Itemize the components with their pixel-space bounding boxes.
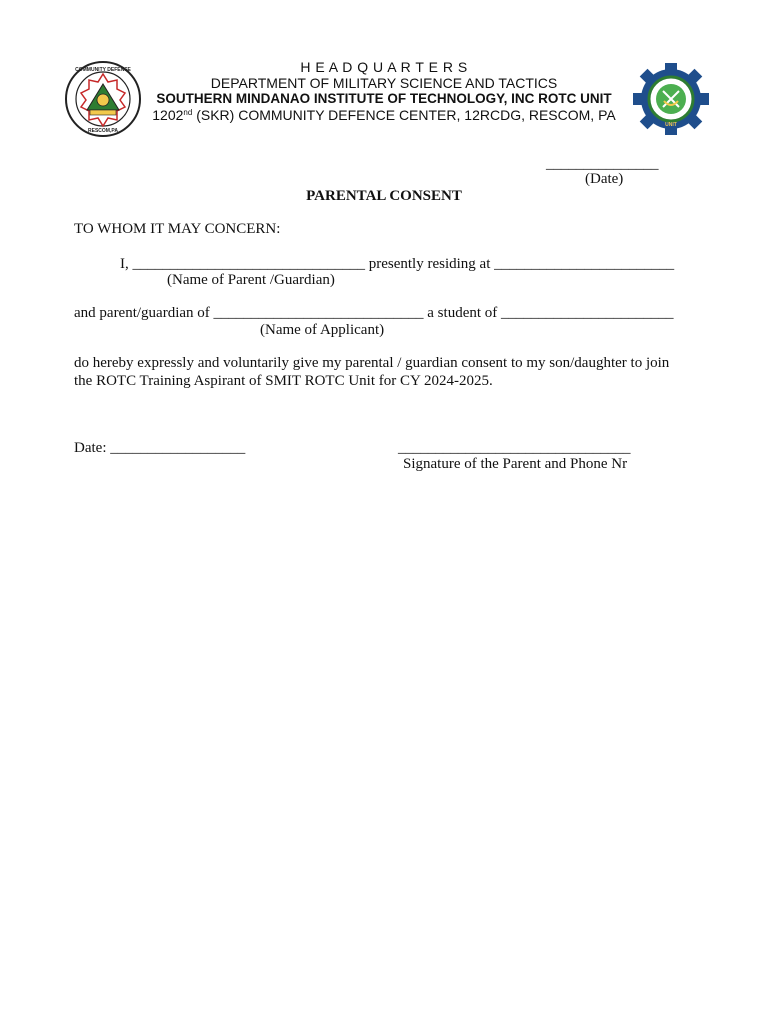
consent-paragraph-line2: the ROTC Training Aspirant of SMIT ROTC Unit for CY 2024-2025.: [74, 373, 493, 389]
svg-text:COMMUNITY DEFENSE: COMMUNITY DEFENSE: [75, 67, 131, 73]
signature-label: Signature of the Parent and Phone Nr: [403, 456, 628, 472]
address-rest: (SKR) COMMUNITY DEFENCE CENTER, 12RCDG, RESCOM, PA: [192, 107, 616, 123]
header-line-department: DEPARTMENT OF MILITARY SCIENCE AND TACTICS: [210, 75, 558, 91]
svg-text:UNIT: UNIT: [665, 122, 677, 128]
date-blank-line: _______________: [546, 156, 659, 172]
address-number: 1202: [152, 107, 184, 123]
signature-line: _______________________________: [398, 440, 631, 456]
parent-name-line: I, _______________________________ presently residing at ________________________: [120, 256, 675, 272]
consent-paragraph-line1: do hereby expressly and voluntarily give my parental / guardian consent to my son/daughter to join: [74, 355, 670, 371]
applicant-name-line: and parent/guardian of ____________________________ a student of _______________________: [74, 305, 674, 321]
date-field: Date: __________________: [74, 440, 246, 456]
parent-name-caption: (Name of Parent /Guardian): [167, 272, 335, 288]
salutation: TO WHOM IT MAY CONCERN:: [74, 221, 281, 237]
header-line-address: [0, 107, 768, 123]
header-line-institute: SOUTHERN MINDANAO INSTITUTE OF TECHNOLOGY, INC ROTC UNIT: [156, 91, 612, 106]
svg-text:RESCOM,PA: RESCOM,PA: [88, 128, 118, 134]
applicant-name-caption: (Name of Applicant): [260, 322, 385, 338]
date-label: (Date): [585, 171, 624, 187]
address-suffix: nd: [183, 108, 193, 117]
document-title: PARENTAL CONSENT: [306, 188, 462, 204]
header-line-headquarters: H E A D Q U A R T E R S: [300, 59, 468, 75]
